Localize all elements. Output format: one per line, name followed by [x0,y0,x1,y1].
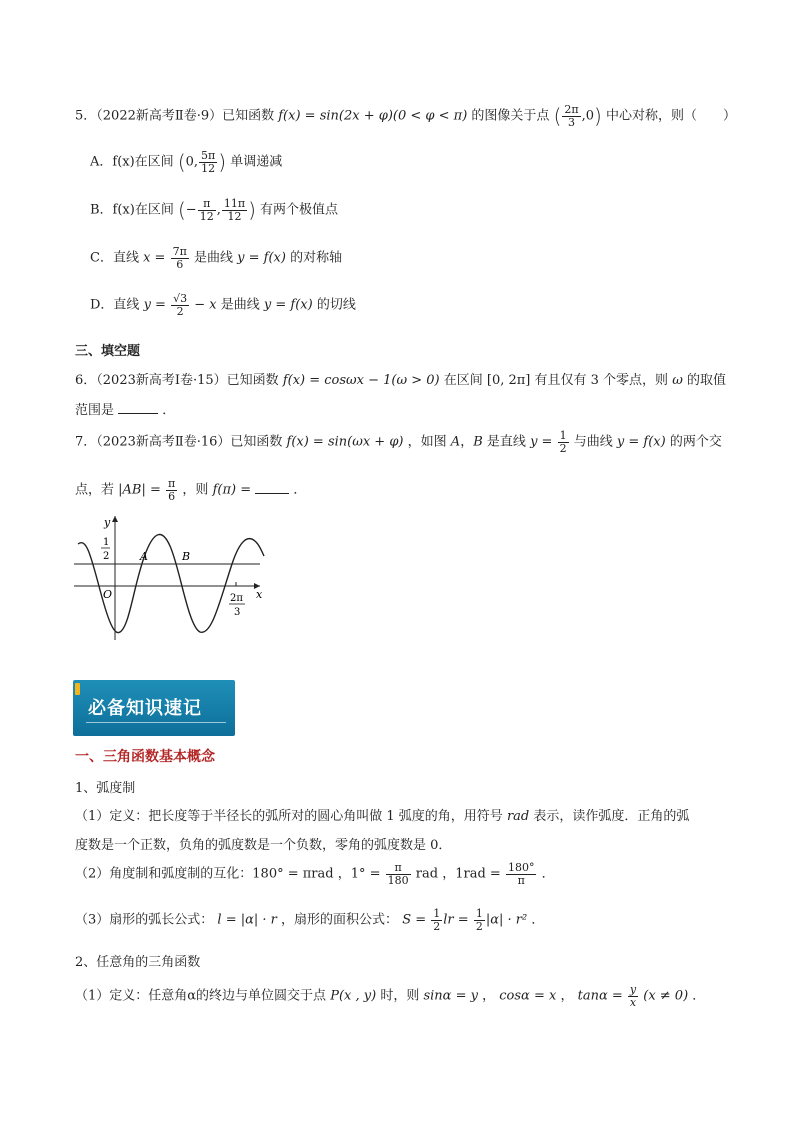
p3-line: （3）扇形的弧长公式： l = |α| · r ，扇形的面积公式： S = $\frac{1}{2}$ lr = $\frac{1}{2}$ |α| · r² ． [75,907,545,933]
y-arrow [112,516,118,522]
q5-formula: f(x) = sin(2x + φ)(0 < φ < π) [278,108,468,124]
q5-stem-b: 的图像关于点 [471,108,550,124]
badge-tab [75,683,80,695]
q5-stem: 5．（2022新高考Ⅱ卷·9）已知函数 f(x) = sin(2x + φ)(0 < φ < π) 的图像关于点 ( $\frac{2\pi}{3}$ ,0) 中心对称，则（ ） [75,103,736,129]
q6-line1: 6．（2023新高考Ⅰ卷·15）已知函数 f(x) = cosωx − 1(ω > 0) 在区间 [0, 2π] 有且仅有 3 个零点，则 ω 的取值 [75,373,726,388]
half-den: 2 [103,551,110,562]
q5-stem-c: 中心对称，则（ ） [605,108,736,124]
p4-line: （1）定义：任意角α的终边与单位圆交于点 P(x , y) 时，则 sinα = y ， cosα = x ， tanα = $\frac{y}{x}$ (x ≠ 0) ． [75,983,706,1009]
q5-point-frac: $\frac{2\pi}{3}$ [564,103,579,129]
sub-arbitrary-angle: 2、任意角的三角函数 [75,955,201,970]
heading-trig-basics: 一、三角函数基本概念 [75,749,215,765]
p1-line2: 度数是一个正数，负角的弧度数是一个负数，零角的弧度数是 0． [75,838,452,853]
point-b-label: B [182,550,191,563]
tick-den: 3 [234,607,241,618]
answer-blank [118,413,158,414]
q7-line2: 点，若 |AB| = $\frac{\pi}{6}$ ，则 f(π) = ． [75,477,307,503]
q5-point-tail: ,0 [581,108,595,124]
sub-radian: 1、弧度制 [75,781,136,796]
q5-option-b: B．f(x)在区间 (− $\frac{\pi}{12}$ , $\frac{11\pi}{12}$ ) 有两个极值点 [90,197,339,223]
badge-title: 必备知识速记 [88,698,202,719]
q6-formula: f(x) = cosωx − 1(ω > 0) [282,373,440,388]
q5-option-c: C．直线 x = $\frac{7\pi}{6}$ 是曲线 y = f(x) 的对称轴 [90,245,343,271]
q5-option-a: A．f(x)在区间 (0, $\frac{5\pi}{12}$ ) 单调递减 [90,149,283,175]
tick-num: 2π [230,593,243,604]
q6-line2: 范围是 ． [75,403,176,418]
answer-blank [255,493,289,494]
y-label: y [104,516,111,529]
origin-label: O [103,588,113,601]
x-label: x [256,588,263,601]
section-fill-blank: 三、填空题 [75,344,141,359]
half-num: 1 [103,537,110,548]
point-a-label: A [140,550,148,563]
badge-underline [86,722,226,723]
q5-stem-a: 5．（2022新高考Ⅱ卷·9）已知函数 [75,108,275,124]
q5-option-d: D．直线 y = $\frac{√3}{2}$ − x 是曲线 y = f(x) 的切线 [90,292,356,318]
q7-line1: 7．（2023新高考Ⅱ卷·16）已知函数 f(x) = sin(ωx + φ) ，如图 A，B 是直线 y = $\frac{1}{2}$ 与曲线 y = f(x) 的两个交 [75,429,722,455]
p2-line: （2）角度制和弧度制的互化：180° = πrad ，1° = $\frac{\pi}{180}$ rad ，1rad = $\frac{180^\circ}{\pi}$ ． [75,861,555,887]
p1-line1: （1）定义：把长度等于半径长的弧所对的圆心角叫做 1 弧度的角，用符号 rad 表示，读作弧度．正角的弧 [75,809,690,824]
sine-graph [70,512,270,642]
